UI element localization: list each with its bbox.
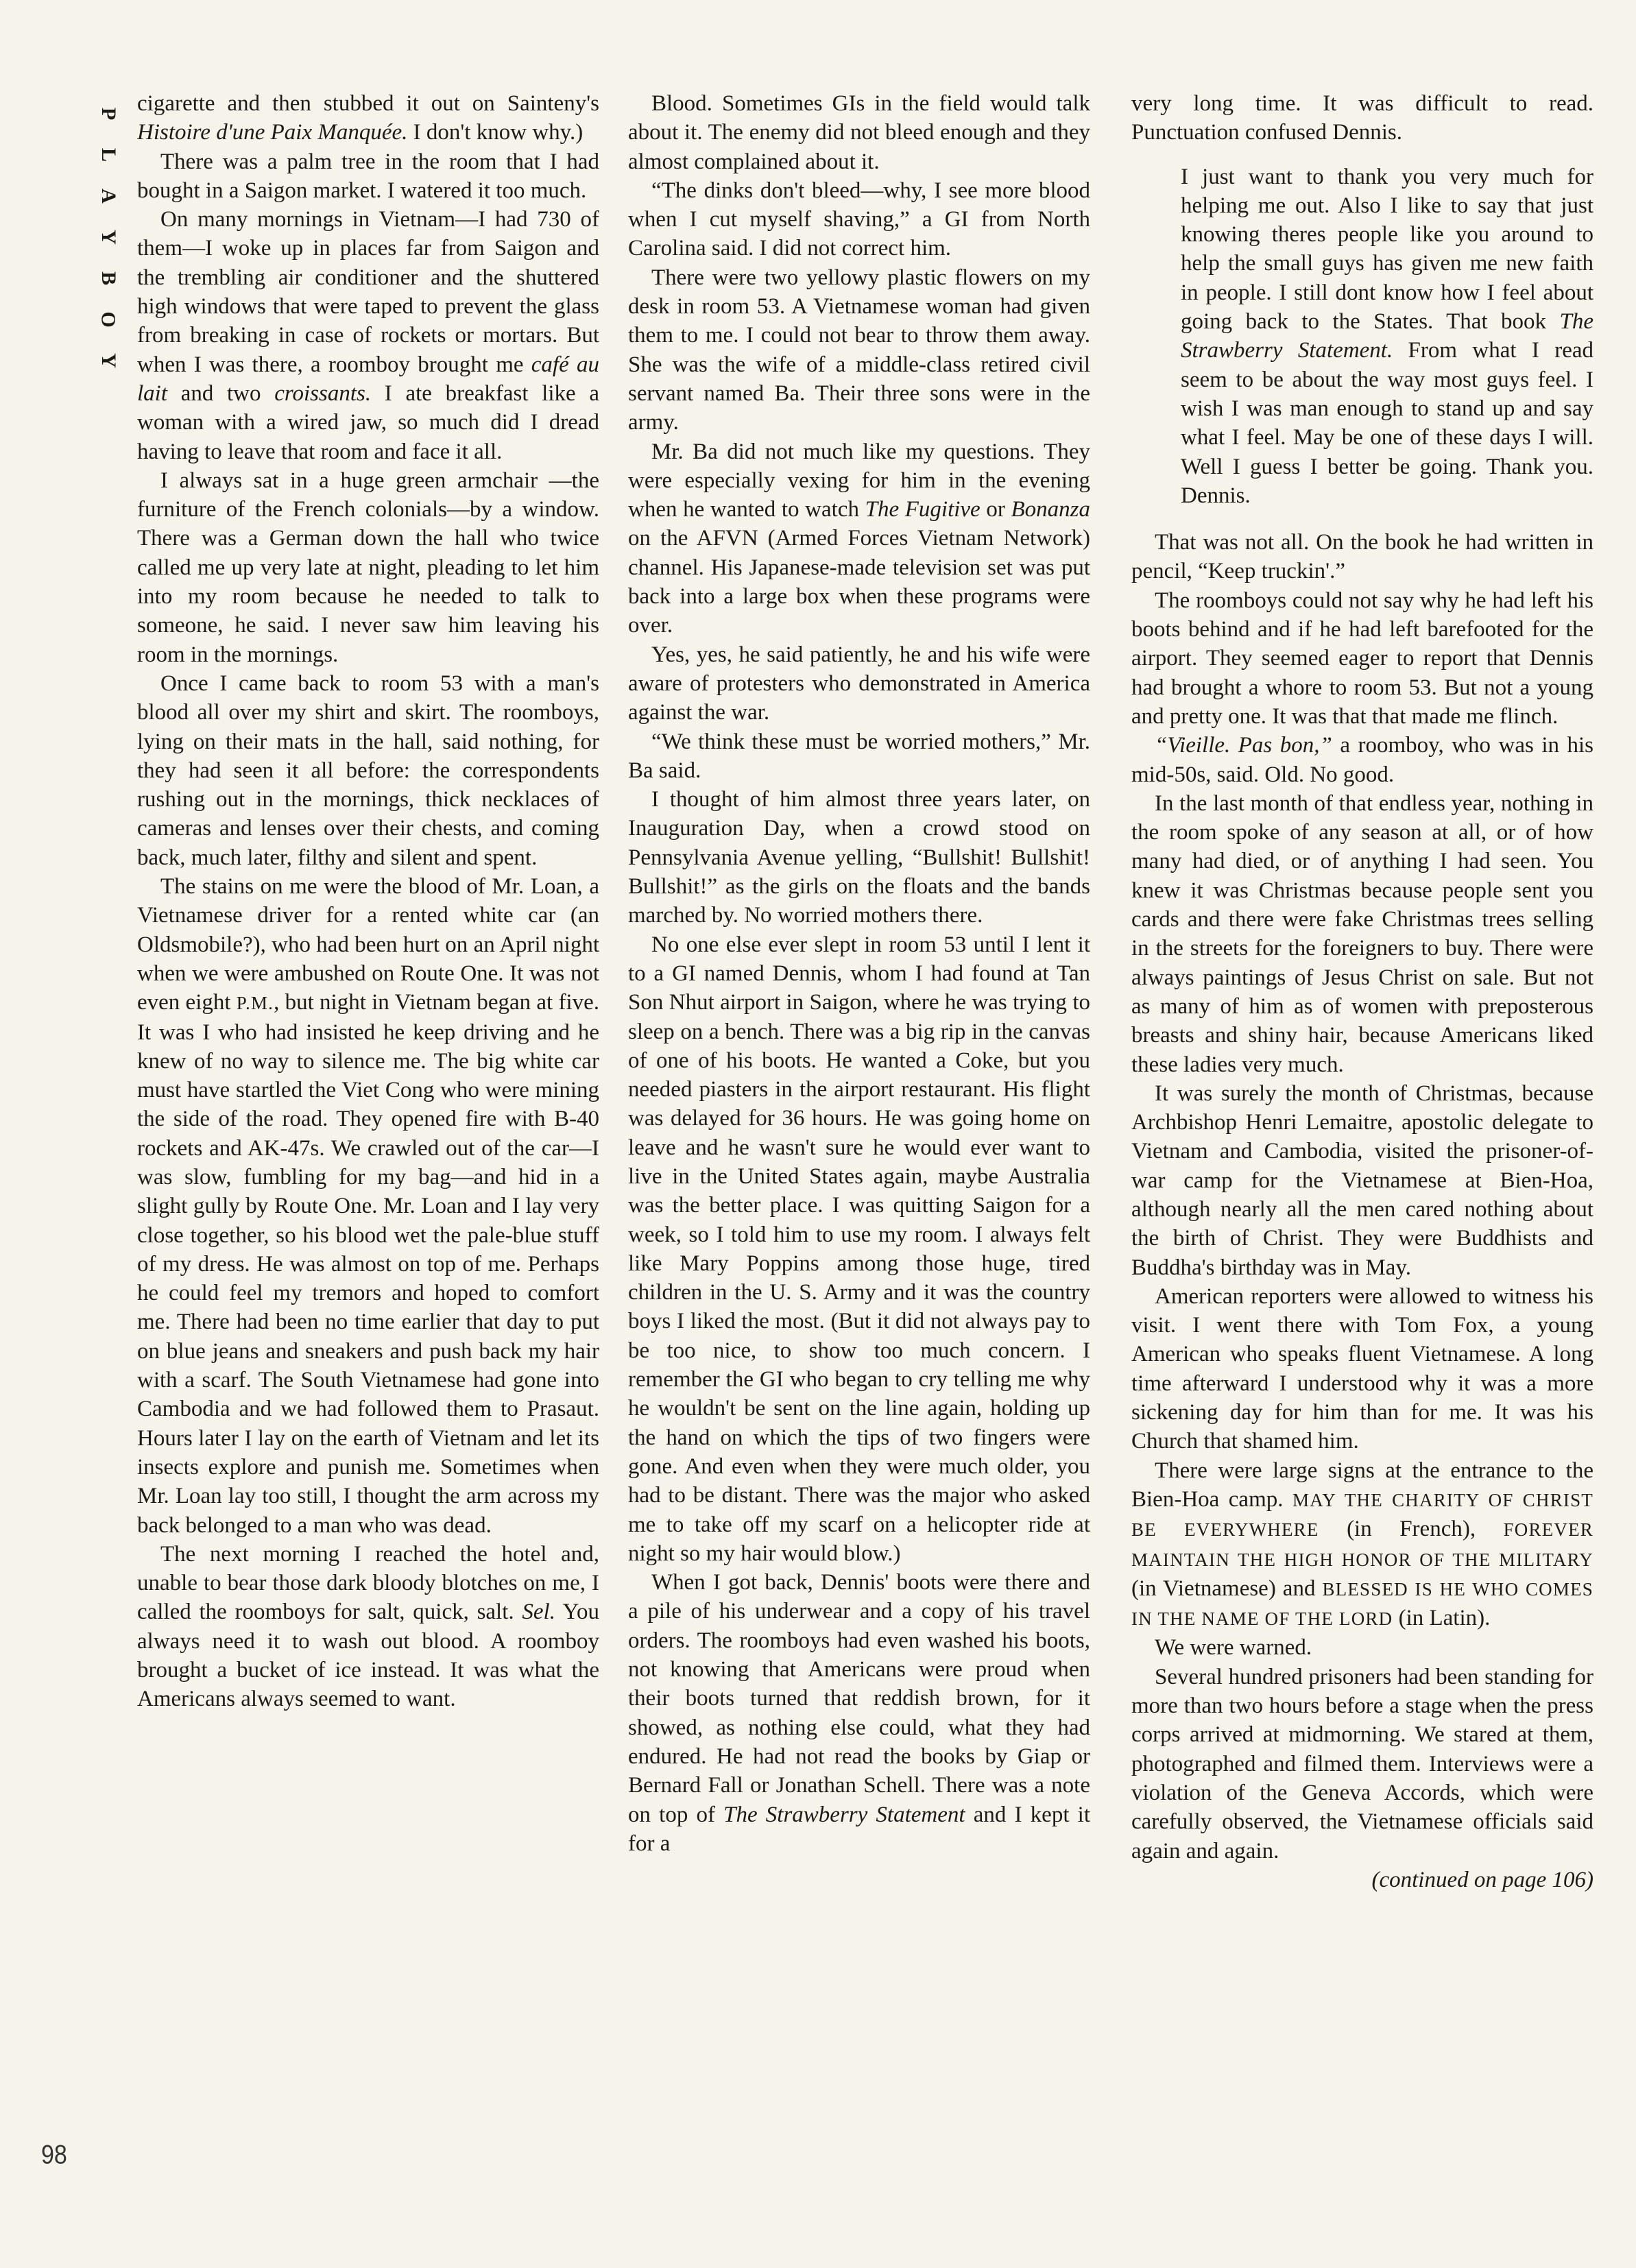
paragraph: Yes, yes, he said patiently, he and his wife were aware of protesters who demonstrated in America against the war.	[628, 642, 1090, 725]
text-column-2	[628, 89, 1090, 2180]
paragraph: The next morning I reached the hotel and, unable to bear those dark bloody blotches on me, I called the roomboys for salt, quick, salt. Sel. You always need it to wash out blood. A roomboy brought a bucket of ice instead. It was what the Americans always seemed to want.	[137, 1541, 599, 1712]
paragraph: When I got back, Dennis' boots were there and a pile of his underwear and a copy of his travel orders. The roomboys had even washed his boots, not knowing that Americans were proud when their boots turned that reddish brown, for it showed, as nothing else could, what they had endured. He had not read the books by Giap or Bernard Fall or Jonathan Schell. There was a note on top of The Strawberry Statement and I kept it for a	[628, 1570, 1090, 1856]
paragraph: There was a palm tree in the room that I had bought in a Saigon market. I watered it too much.	[137, 149, 599, 203]
paragraph: We were warned.	[1155, 1635, 1312, 1661]
paragraph: It was surely the month of Christmas, because Archbishop Henri Lemaitre, apostolic delegate to Vietnam and Cambodia, visited the prisoner-of-war camp for the Vietnamese at Bien-Hoa, although nearly all the men cared nothing about the birth of Christ. They were Buddhists and Buddha's birthday was in May.	[1131, 1081, 1593, 1280]
paragraph: “The dinks don't bleed—why, I see more blood when I cut myself shaving,” a GI from North Carolina said. I did not correct him.	[628, 178, 1090, 261]
paragraph: The roomboys could not say why he had left his boots behind and if he had left barefooted for the airport. They seemed eager to report that Dennis had brought a whore to room 53. But not a young and pretty one. It was that that made me flinch.	[1131, 588, 1593, 729]
magazine-masthead	[81, 93, 120, 381]
paragraph: “Vieille. Pas bon,” a roomboy, who was in his mid-50s, said. Old. No good.	[1131, 733, 1593, 787]
text-column-1	[137, 89, 599, 2180]
paragraph: No one else ever slept in room 53 until I lent it to a GI named Dennis, whom I had found at Tan Son Nhut airport in Saigon, where he was trying to sleep on a bench. There was a big rip in the canvas of one of his boots. He wanted a Coke, but you needed piasters in the airport restaurant. His flight was delayed for 36 hours. He was going home on leave and he wasn't sure he would ever want to live in the United States again, maybe Australia was the better place. I was quitting Saigon for a week, so I told him to use my room. I always felt like Mary Poppins among those huge, tired children in the U. S. Army and it was the country boys I liked the most. (But it did not always pay to be too nice, to show too much concern. I remember the GI who began to cry telling me why he wouldn't be sent on the line again, holding up the hand on which the tips of two fingers were gone. And even when they were much older, you had to be distant. There was the major who asked me to take off my scarf on a helicopter ride at night so my hair would blow.)	[628, 932, 1090, 1566]
paragraph: There were two yellowy plastic flowers on my desk in room 53. A Vietnamese woman had given them to me. I could not bear to throw them away. She was the wife of a middle-class retired civil servant named Ba. Their three sons were in the army.	[628, 265, 1090, 435]
paragraph: Several hundred prisoners had been standing for more than two hours before a stage when the press corps arrived at midmorning. We stared at them, photographed and filmed them. Interviews were a violation of the Geneva Accords, which were carefully observed, the Vietnamese officials said again and again.	[1131, 1664, 1593, 1863]
paragraph: Blood. Sometimes GIs in the field would talk about it. The enemy did not bleed enough and they almost complained about it.	[628, 91, 1090, 174]
paragraph: American reporters were allowed to witness his visit. I went there with Tom Fox, a young American who speaks fluent Vietnamese. A long time afterward I understood why it was a more sickening day for him than for me. It was his Church that shamed him.	[1131, 1283, 1593, 1454]
masthead-letter: P	[97, 107, 120, 121]
masthead-letter: A	[97, 189, 120, 204]
paragraph: cigarette and then stubbed it out on Sainteny's Histoire d'une Paix Manquée. I don't know why.)	[137, 91, 599, 145]
paragraph: Once I came back to room 53 with a man's blood all over my shirt and skirt. The roomboys, lying on their mats in the hall, said nothing, for they had seen it all before: the correspondents rushing out in the mornings, thick necklaces of cameras and lenses over their chests, and coming back, much later, filthy and silent and spent.	[137, 671, 599, 870]
paragraph: The stains on me were the blood of Mr. Loan, a Vietnamese driver for a rented white car (an Oldsmobile?), who had been hurt on an April night when we were ambushed on Route One. It was not even eight P.M., but night in Vietnam began at five. It was I who had insisted he keep driving and he knew of no way to silence me. The big white car must have startled the Viet Cong who were mining the side of the road. They opened fire with B-40 rockets and AK-47s. We crawled out of the car—I was slow, fumbling for my bag—and hid in a slight gully by Route One. Mr. Loan and I lay very close together, so his blood wet the pale-blue stuff of my dress. He was almost on top of me. Perhaps he could feel my tremors and hoped to comfort me. There had been no time earlier that day to put on blue jeans and sneakers and push back my hair with a scarf. The South Vietnamese had gone into Cambodia and we had followed them to Prasaut. Hours later I lay on the earth of Vietnam and let its insects explore and punish me. Sometimes when Mr. Loan lay too still, I thought the arm across my back belonged to a man who was dead.	[137, 874, 599, 1538]
paragraph: very long time. It was difficult to read. Punctuation confused Dennis.	[1131, 91, 1593, 145]
page-number: 98	[41, 2140, 67, 2170]
masthead-letter: Y	[97, 230, 120, 245]
paragraph: On many mornings in Vietnam—I had 730 of them—I woke up in places far from Saigon and the trembling air conditioner and the shuttered high windows that were taped to prevent the glass from breaking in case of rockets or mortars. But when I was there, a roomboy brought me café au lait and two croissants. I ate breakfast like a woman with a wired jaw, so much did I dread having to leave that room and face it all.	[137, 207, 599, 464]
text-column-3	[1131, 89, 1593, 2180]
paragraph: In the last month of that endless year, nothing in the room spoke of any season at all, or of how many had died, or of anything I had seen. You knew it was Christmas because people sent you cards and there were fake Christmas trees selling in the streets for the foreigners to buy. There were always paintings of Jesus Christ on sale. But not as many of him as of women with preposterous breasts and shiny hair, because Americans liked these ladies very much.	[1131, 791, 1593, 1077]
paragraph: Mr. Ba did not much like my questions. They were especially vexing for him in the evening when he wanted to watch The Fugitive or Bonanza on the AFVN (Armed Forces Vietnam Network) channel. His Japanese-made television set was put back into a large box when these programs were over.	[628, 439, 1090, 638]
dennis-letter: I just want to thank you very much for helping me out. Also I like to say that just knowing theres people like you around to help the small guys has given me new faith in people. I still dont know how I feel about going back to the States. That book The Strawberry Statement. From what I read seem to be about the way most guys feel. I wish I was man enough to stand up and say what I feel. May be one of these days I will. Well I guess I better be going. Thank you. Dennis.	[1181, 164, 1593, 508]
masthead-letter: B	[97, 271, 120, 286]
paragraph: There were large signs at the entrance to the Bien-Hoa camp. MAY THE CHARITY OF CHRIST BE EVERYWHERE (in French), FOREVER MAINTAIN THE HIGH HONOR OF THE MILITARY (in Vietnamese) and BLESSED IS HE WHO COMES IN THE NAME OF THE LORD (in Latin).	[1131, 1458, 1593, 1631]
continued-note: (continued on page 106)	[1371, 1867, 1593, 1892]
paragraph: That was not all. On the book he had written in pencil, “Keep truckin'.”	[1131, 530, 1593, 584]
paragraph: I always sat in a huge green armchair —the furniture of the French colonials—by a window. There was a German down the hall who twice called me up very late at night, pleading to let him into my room because he needed to talk to someone, he said. I never saw him leaving his room in the mornings.	[137, 468, 599, 667]
paragraph: I thought of him almost three years later, on Inauguration Day, when a crowd stood on Pennsylvania Avenue yelling, “Bullshit! Bullshit! Bullshit!” as the girls on the floats and the bands marched by. No worried mothers there.	[628, 787, 1090, 928]
masthead-letter: Y	[97, 353, 120, 368]
paragraph: “We think these must be worried mothers,” Mr. Ba said.	[628, 729, 1090, 783]
masthead-letter: L	[97, 147, 120, 162]
masthead-letter: O	[97, 311, 120, 328]
